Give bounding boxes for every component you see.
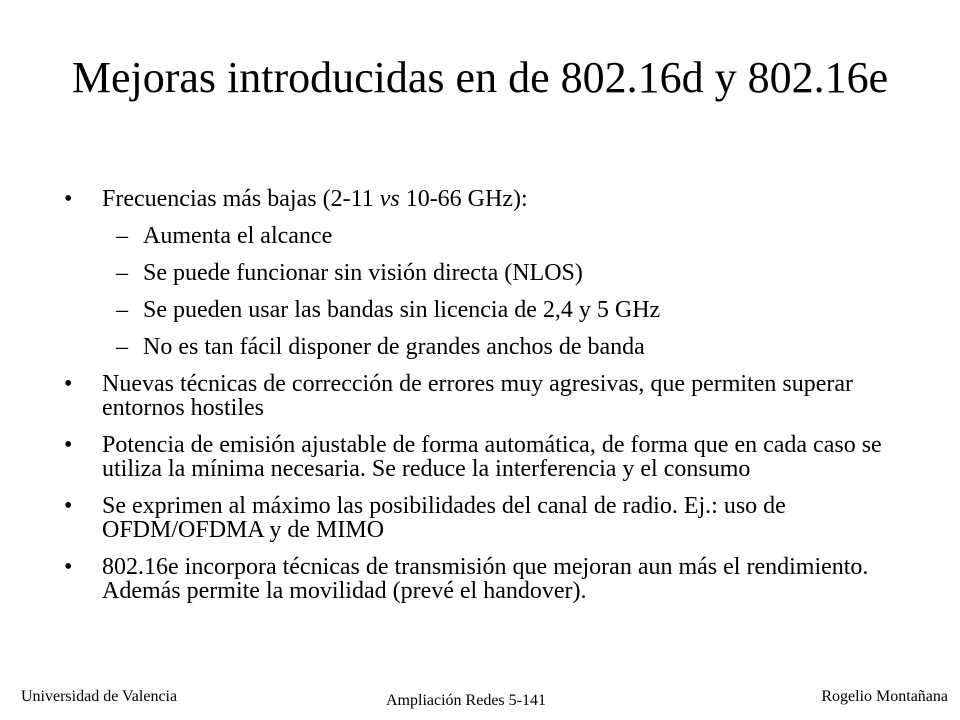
bullet-text: 802.16e incorpora técnicas de transmisión que mejoran aun más el rendimiento. Además permite la movilidad (prevé el handover).: [102, 554, 869, 604]
bullet-item: [0, 187, 960, 211]
bullet-marker: •: [64, 371, 73, 397]
sub-marker: –: [116, 297, 128, 323]
footer-course-page: Ampliación Redes 5-141: [386, 692, 546, 709]
bullet-text: Nuevas técnicas de corrección de errores muy agresivas, que permiten superar entornos hostiles: [102, 371, 853, 421]
bullet-item: [0, 433, 960, 481]
sub-text: Se pueden usar las bandas sin licencia de 2,4 y 5 GHz: [143, 297, 661, 323]
sub-item: [0, 335, 960, 359]
sub-text: Aumenta el alcance: [143, 223, 333, 249]
bullet-text: [102, 187, 902, 211]
bullet-text: Se exprimen al máximo las posibilidades del canal de radio. Ej.: uso de OFDM/OFDMA y de MIMO: [102, 493, 786, 543]
bullet-marker: •: [64, 554, 73, 580]
sub-item: [0, 224, 960, 248]
footer-university: Universidad de Valencia: [21, 688, 178, 705]
bullet-item: [0, 494, 960, 542]
sub-item: [0, 261, 960, 285]
sub-item: [0, 298, 960, 322]
bullet-text-italic: vs: [379, 186, 400, 212]
sub-text: Se puede funcionar sin visión directa (NLOS): [143, 260, 583, 286]
bullet-marker: •: [64, 432, 73, 458]
bullet-text-part: 10-66 GHz):: [399, 186, 528, 212]
slide-content: [0, 175, 960, 603]
footer-author: Rogelio Montañana: [821, 688, 948, 705]
sub-marker: –: [116, 223, 128, 249]
bullet-text: Potencia de emisión ajustable de forma automática, de forma que en cada caso se utiliza la mínima necesaria. Se reduce la interferencia y el consumo: [102, 432, 882, 482]
bullet-item: [0, 372, 960, 420]
sub-marker: –: [116, 334, 128, 360]
sub-text: No es tan fácil disponer de grandes anchos de banda: [143, 334, 645, 360]
bullet-marker: •: [64, 186, 73, 212]
sub-marker: –: [116, 260, 128, 286]
bullet-marker: •: [64, 493, 73, 519]
bullet-item: [0, 555, 960, 603]
slide-title: Mejoras introducidas en de 802.16d y 802.16e: [71, 53, 889, 102]
bullet-text-part: Frecuencias más bajas (2-11: [102, 186, 380, 212]
